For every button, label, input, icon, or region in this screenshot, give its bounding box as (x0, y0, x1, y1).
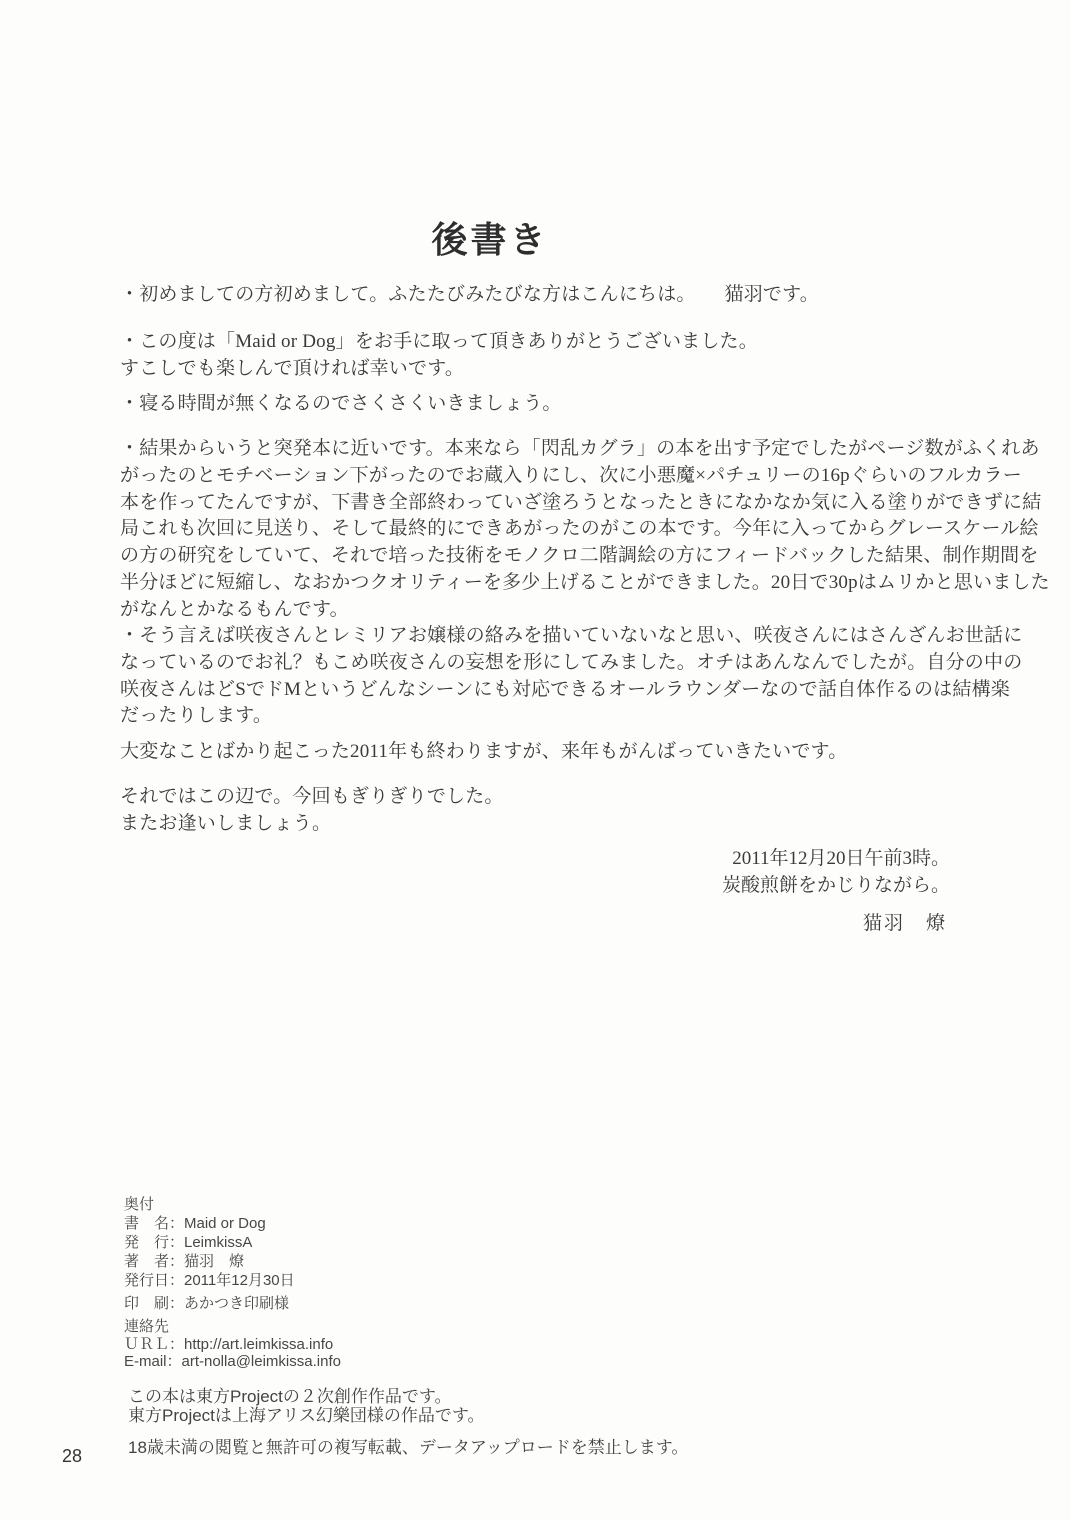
author-signature: 猫羽 燎 (862, 913, 947, 934)
afterword-line: の方の研究をしていて、それで培った技術をモノクロ二階調絵の方にフィードバックした結果、制作期間を (120, 545, 1039, 567)
afterword-paragraph (120, 391, 955, 418)
colophon-block (124, 1195, 295, 1290)
contact-email: E-mail：art-nolla@leimkissa.info (124, 1353, 341, 1370)
afterword-line: なっているのでお礼？もこめ咲夜さんの妄想を形にしてみました。オチはあんなんでしたが。自分の中の (120, 651, 1023, 673)
age-disclaimer: 18歳未満の閲覧と無許可の複写転載、データアップロードを禁止します。 (128, 1438, 689, 1457)
colophon-publisher: 発 行：LeimkissA (124, 1234, 253, 1251)
date-block (722, 845, 950, 899)
afterword-line: またお逢いしましょう。 (120, 812, 332, 834)
afterword-paragraph (120, 623, 1023, 730)
contact-heading: 連絡先 (124, 1318, 170, 1335)
colophon-heading: 奥付 (124, 1196, 155, 1213)
copyright-note: 東方Projectは上海アリス幻樂団様の作品です。 (128, 1405, 485, 1425)
colophon-printer: 印 刷：あかつき印刷様 (124, 1295, 290, 1312)
afterword-line: ・この度は「Maid or Dog」をお手に取って頂きありがとうございました。 (120, 331, 758, 352)
afterword-line: ・結果からいうと突発本に近いです。本来なら「閃乱カグラ」の本を出す予定でしたがページ数がふくれあ (120, 438, 1040, 459)
afterword-line: 大変なことばかり起こった2011年も終わりますが、来年もがんばっていきたいです。 (120, 741, 848, 762)
colophon-publish-date: 発行日：2011年12月30日 (124, 1272, 295, 1289)
colophon-author: 著 者：猫羽 燎 (124, 1253, 245, 1270)
contact-url: ＵＲＬ：http://art.leimkissa.info (124, 1335, 334, 1353)
afterword-line: がなんとかなるもんです。 (120, 598, 349, 620)
date-line: 2011年12月20日午前3時。 (732, 848, 950, 869)
contact-block (124, 1318, 341, 1371)
afterword-paragraph (120, 436, 1050, 624)
afterword-paragraph (120, 329, 955, 383)
afterword-line: 局これも次回に見送り、そして最終的にできあがったのがこの本です。今年に入ってからグレースケール絵 (120, 518, 1039, 540)
afterword-line: 本を作ってたんですが、下書き全部終わっていざ塗ろうとなったときになかなか気に入る塗りができずに結 (120, 491, 1042, 513)
page-title: 後書き (431, 220, 549, 260)
copyright-note: この本は東方Projectの２次創作作品です。 (128, 1387, 452, 1406)
afterword-paragraph (120, 784, 955, 838)
afterword-line: がったのとモチベーション下がったのでお蔵入りにし、次に小悪魔×パチュリーの16pぐらいのフルカラー (120, 464, 1022, 486)
afterword-paragraph (120, 739, 955, 766)
colophon-book-title: 書 名：Maid or Dog (124, 1215, 266, 1232)
afterword-line: ・初めましての方初めまして。ふたたびみたびな方はこんにちは。 猫羽です。 (120, 284, 820, 305)
afterword-line: ・寝る時間が無くなるのでさくさくいきましょう。 (120, 393, 562, 414)
afterword-line: それではこの辺で。今回もぎりぎりでした。 (120, 786, 504, 807)
afterword-line: 咲夜さんはどSでドMというどんなシーンにも対応できるオールラウンダーなので話自体作るのは結構楽 (120, 678, 1010, 700)
copyright-notes (128, 1388, 485, 1425)
date-line: 炭酸煎餅をかじりながら。 (721, 875, 950, 896)
afterword-line: だったりします。 (120, 705, 273, 727)
afterword-line: ・そう言えば咲夜さんとレミリアお嬢様の絡みを描いていないなと思い、咲夜さんにはさんざんお世話に (120, 625, 1023, 646)
afterword-line: 半分ほどに短縮し、なおかつクオリティーを多少上げることができました。20日で30pはムリかと思いました (120, 571, 1050, 593)
page-number: 28 (62, 1446, 83, 1466)
afterword-paragraph (120, 282, 955, 309)
afterword-line: すこしでも楽しんで頂ければ幸いです。 (120, 357, 465, 379)
